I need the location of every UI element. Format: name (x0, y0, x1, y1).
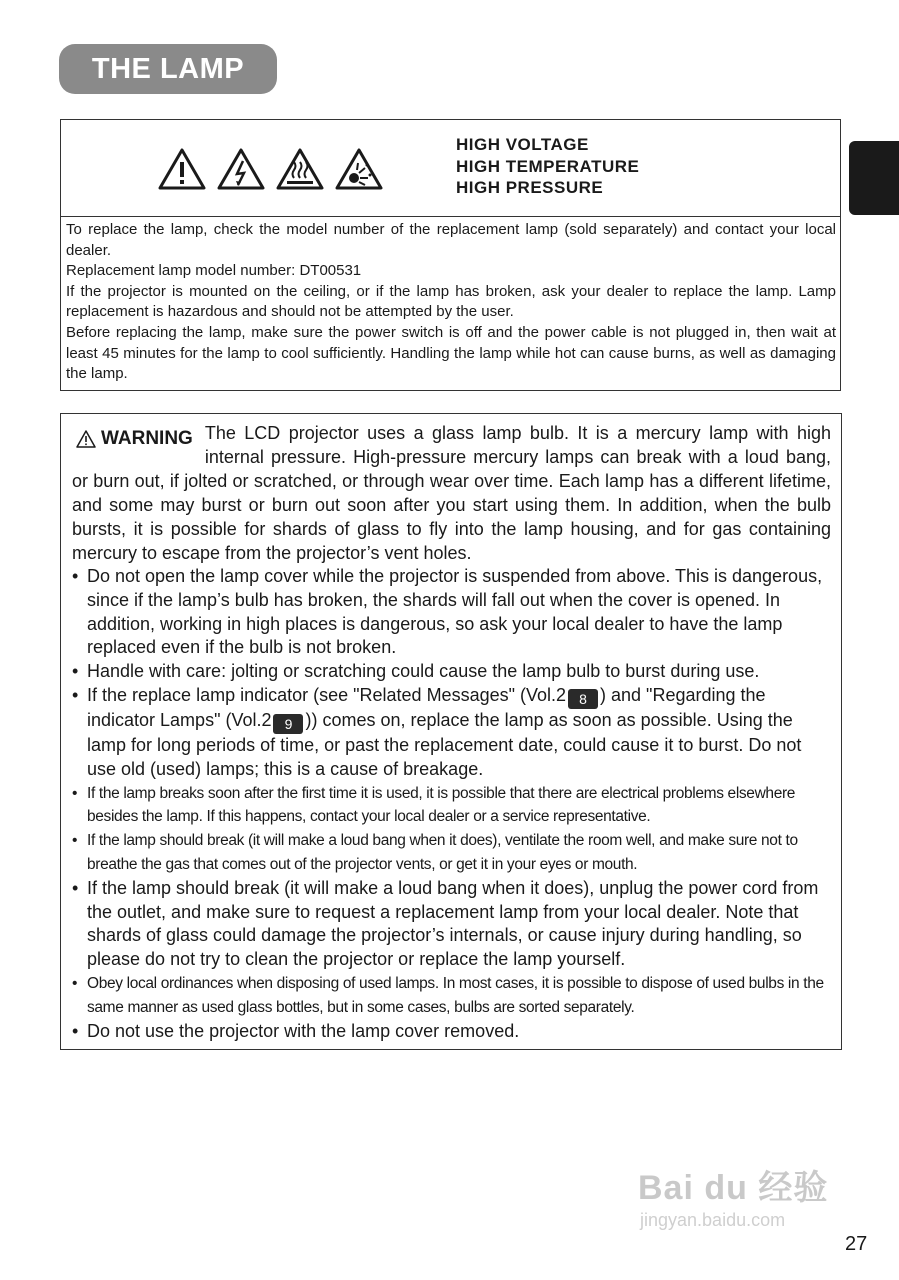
hazard-paragraph: If the projector is mounted on the ceiling, or if the lamp has broken, ask your dealer to replace the lamp. Lamp replacement is hazardous and should not be attempted by the user. (66, 282, 836, 321)
list-item-indicator (72, 684, 831, 782)
warning-label (76, 428, 193, 450)
manual-reference-icon: 8 (568, 689, 598, 709)
watermark-logo: Bai du 经验 (638, 1169, 829, 1207)
explosion-icon (335, 148, 383, 190)
indicator-text: If the replace lamp indicator (see "Related Messages" (Vol.2 (87, 684, 567, 705)
hazard-labels (456, 134, 639, 199)
warning-box (60, 413, 842, 1050)
hazard-label: HIGH PRESSURE (456, 178, 604, 197)
chapter-tab (849, 141, 899, 215)
list-item: • If the lamp should break (it will make a loud bang when it does), unplug the power cord from the outlet, and make sure to request a replacement lamp from your local dealer. Note that shards of glass could damage the projector’s internals, or cause injury during handling, so please do not try to clean the projector or replace the lamp yourself. (72, 877, 831, 972)
list-item: • If the lamp breaks soon after the first time it is used, it is possible that there are electrical problems elsewhere besides the lamp. If this happens, contact your local dealer or a service representative. (72, 782, 831, 830)
section-title: THE LAMP (59, 44, 277, 94)
warning-intro: The LCD projector uses a glass lamp bulb. It is a mercury lamp with high internal pressure. High-pressure mercury lamps can break with a loud bang, or burn out, if jolted or scratched, or through wear over time. Each lamp has a different lifetime, and some may burst or burn out soon after you start using them. In addition, when the bulb bursts, it is possible for shards of glass to fly into the lamp housing, and for gas containing mercury to escape from the projector’s vent holes. (72, 423, 831, 563)
hot-surface-icon (276, 148, 324, 190)
page-number: 27 (845, 1233, 868, 1255)
hazard-instructions (61, 217, 840, 385)
warning-label-text: WARNING (101, 428, 193, 449)
hazard-icons (158, 148, 383, 190)
model-number: Replacement lamp model number: DT00531 (66, 262, 362, 280)
hazard-label: HIGH VOLTAGE (456, 135, 589, 154)
warning-bullets (72, 565, 831, 1043)
warning-triangle-icon (76, 430, 96, 448)
list-item: • Handle with care: jolting or scratching could cause the lamp bulb to burst during use. (72, 660, 831, 684)
indicator-text: ) and "Regarding the indicator Lamps" (Vol.2 (87, 684, 766, 730)
list-item: • Do not open the lamp cover while the projector is suspended from above. This is dangerous, since if the lamp’s bulb has broken, the shards will fall out when the cover is opened. In addition, working in high places is dangerous, so ask your local dealer to have the lamp replaced even if the bulb is not broken. (72, 565, 831, 660)
hazard-paragraph: To replace the lamp, check the model number of the replacement lamp (sold separately) and contact your local dealer. (66, 221, 836, 259)
manual-reference-icon: 9 (273, 714, 303, 734)
warning-triangle-icon (158, 148, 206, 190)
list-item: • Do not use the projector with the lamp cover removed. (72, 1020, 831, 1044)
hazard-label: HIGH TEMPERATURE (456, 156, 640, 176)
hazard-box (60, 119, 841, 391)
hazard-header (61, 120, 840, 217)
watermark-url: jingyan.baidu.com (640, 1210, 786, 1230)
high-voltage-icon (217, 148, 265, 190)
indicator-text: )) comes on, replace the lamp as soon as possible. Using the lamp for long periods of time, or past the replacement date, could cause it to burst. Do not use old (used) lamps; this is a cause of breakage. (87, 709, 802, 779)
hazard-paragraph: Before replacing the lamp, make sure the power switch is off and the power cable is not plugged in, then wait at least 45 minutes for the lamp to cool sufficiently. Handling the lamp while hot can cause burns, as well as damaging the lamp. (66, 323, 836, 383)
list-item: • If the lamp should break (it will make a loud bang when it does), ventilate the room well, and make sure not to breathe the gas that comes out of the projector vents, or get it in your eyes or mouth. (72, 829, 831, 877)
list-item: • Obey local ordinances when disposing of used lamps. In most cases, it is possible to dispose of used bulbs in the same manner as used glass bottles, but in some cases, bulbs are sorted separately. (72, 972, 831, 1020)
